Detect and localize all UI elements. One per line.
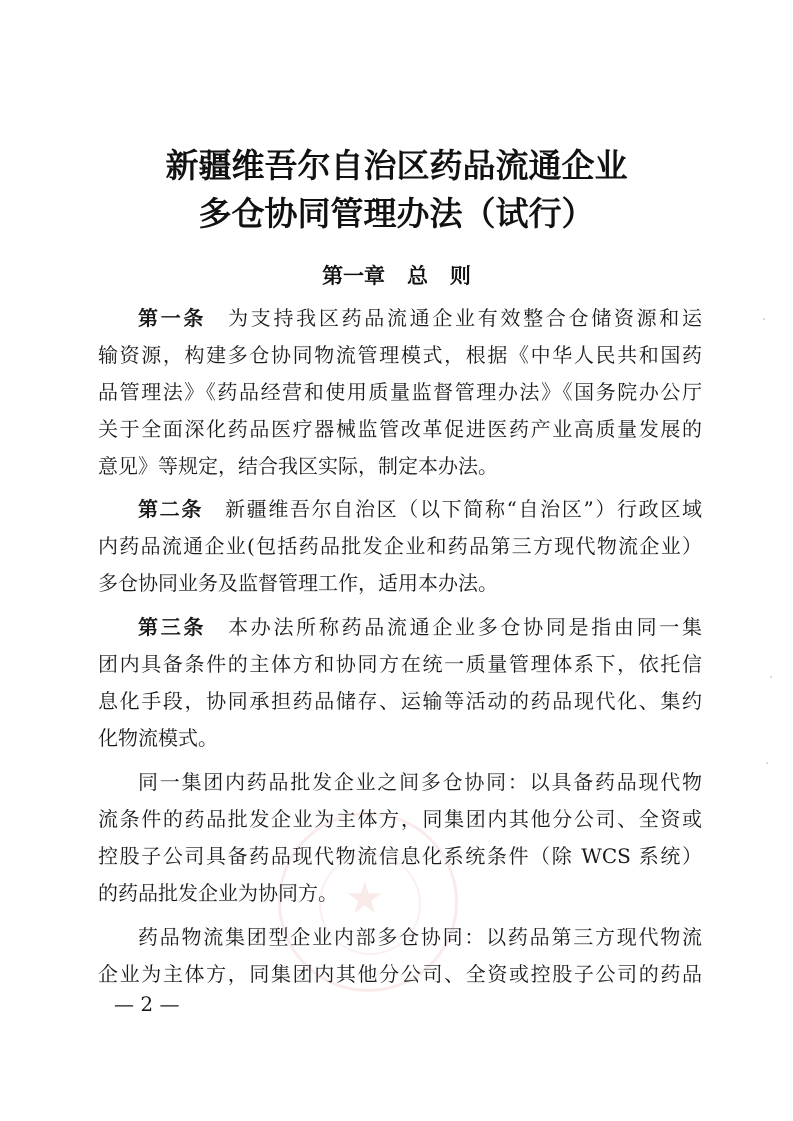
article-2-number: 第二条 — [138, 497, 203, 521]
scan-speck — [763, 318, 765, 320]
article-3-number: 第三条 — [138, 615, 207, 639]
article-3-line-4: 化物流模式。 — [98, 726, 218, 750]
wholesale-paragraph-line-3: 控股子公司具备药品现代物流信息化系统条件（除 WCS 系统） — [98, 844, 702, 868]
article-1-text: 为支持我区药品流通企业有效整合仓储资源和运 — [228, 306, 702, 330]
article-2-text: 新疆维吾尔自治区（以下简称“自治区”）行政区域 — [225, 497, 702, 521]
article-2-line-2: 内药品流通企业(包括药品批发企业和药品第三方现代物流企业） — [98, 534, 702, 558]
wholesale-paragraph-line-2: 流条件的药品批发企业为主体方，同集团内其他分公司、全资或 — [98, 807, 702, 831]
scan-speck — [766, 762, 768, 764]
article-2-line-3: 多仓协同业务及监督管理工作，适用本办法。 — [98, 571, 498, 595]
chapter-heading: 第一章 总 则 — [322, 264, 471, 288]
scan-speck — [770, 676, 772, 678]
article-3-line-3: 息化手段，协同承担药品储存、运输等活动的药品现代化、集约 — [98, 689, 702, 713]
logistics-paragraph-line-2: 企业为主体方，同集团内其他分公司、全资或控股子公司的药品 — [98, 962, 702, 986]
wholesale-paragraph-line-4: 的药品批发企业为协同方。 — [98, 881, 338, 905]
article-1-line-5: 意见》等规定，结合我区实际，制定本办法。 — [98, 454, 498, 478]
article-3-text: 本办法所称药品流通企业多仓协同是指由同一集 — [228, 615, 702, 639]
document-title-line-1: 新疆维吾尔自治区药品流通企业 — [165, 146, 628, 185]
document-title-line-2: 多仓协同管理办法（试行） — [198, 194, 595, 233]
seal-star-icon: ★ — [345, 873, 385, 924]
article-1-line-4: 关于全面深化药品医疗器械监管改革促进医药产业高质量发展的 — [98, 417, 702, 441]
article-3-line-2: 团内具备条件的主体方和协同方在统一质量管理体系下，依托信 — [98, 652, 702, 676]
article-2-line-1 — [138, 496, 702, 522]
article-1-line-2: 输资源，构建多仓协同物流管理模式，根据《中华人民共和国药 — [98, 343, 702, 367]
page-number: — 2 — — [114, 992, 180, 1016]
article-1-line-1 — [138, 305, 702, 331]
wholesale-paragraph-line-1: 同一集团内药品批发企业之间多仓协同：以具备药品现代物 — [138, 770, 702, 794]
logistics-paragraph-line-1: 药品物流集团型企业内部多仓协同：以药品第三方现代物流 — [138, 925, 702, 949]
article-1-number: 第一条 — [138, 306, 207, 330]
article-1-line-3: 品管理法》《药品经营和使用质量监督管理办法》《国务院办公厅 — [98, 380, 702, 404]
article-3-line-1 — [138, 614, 702, 640]
